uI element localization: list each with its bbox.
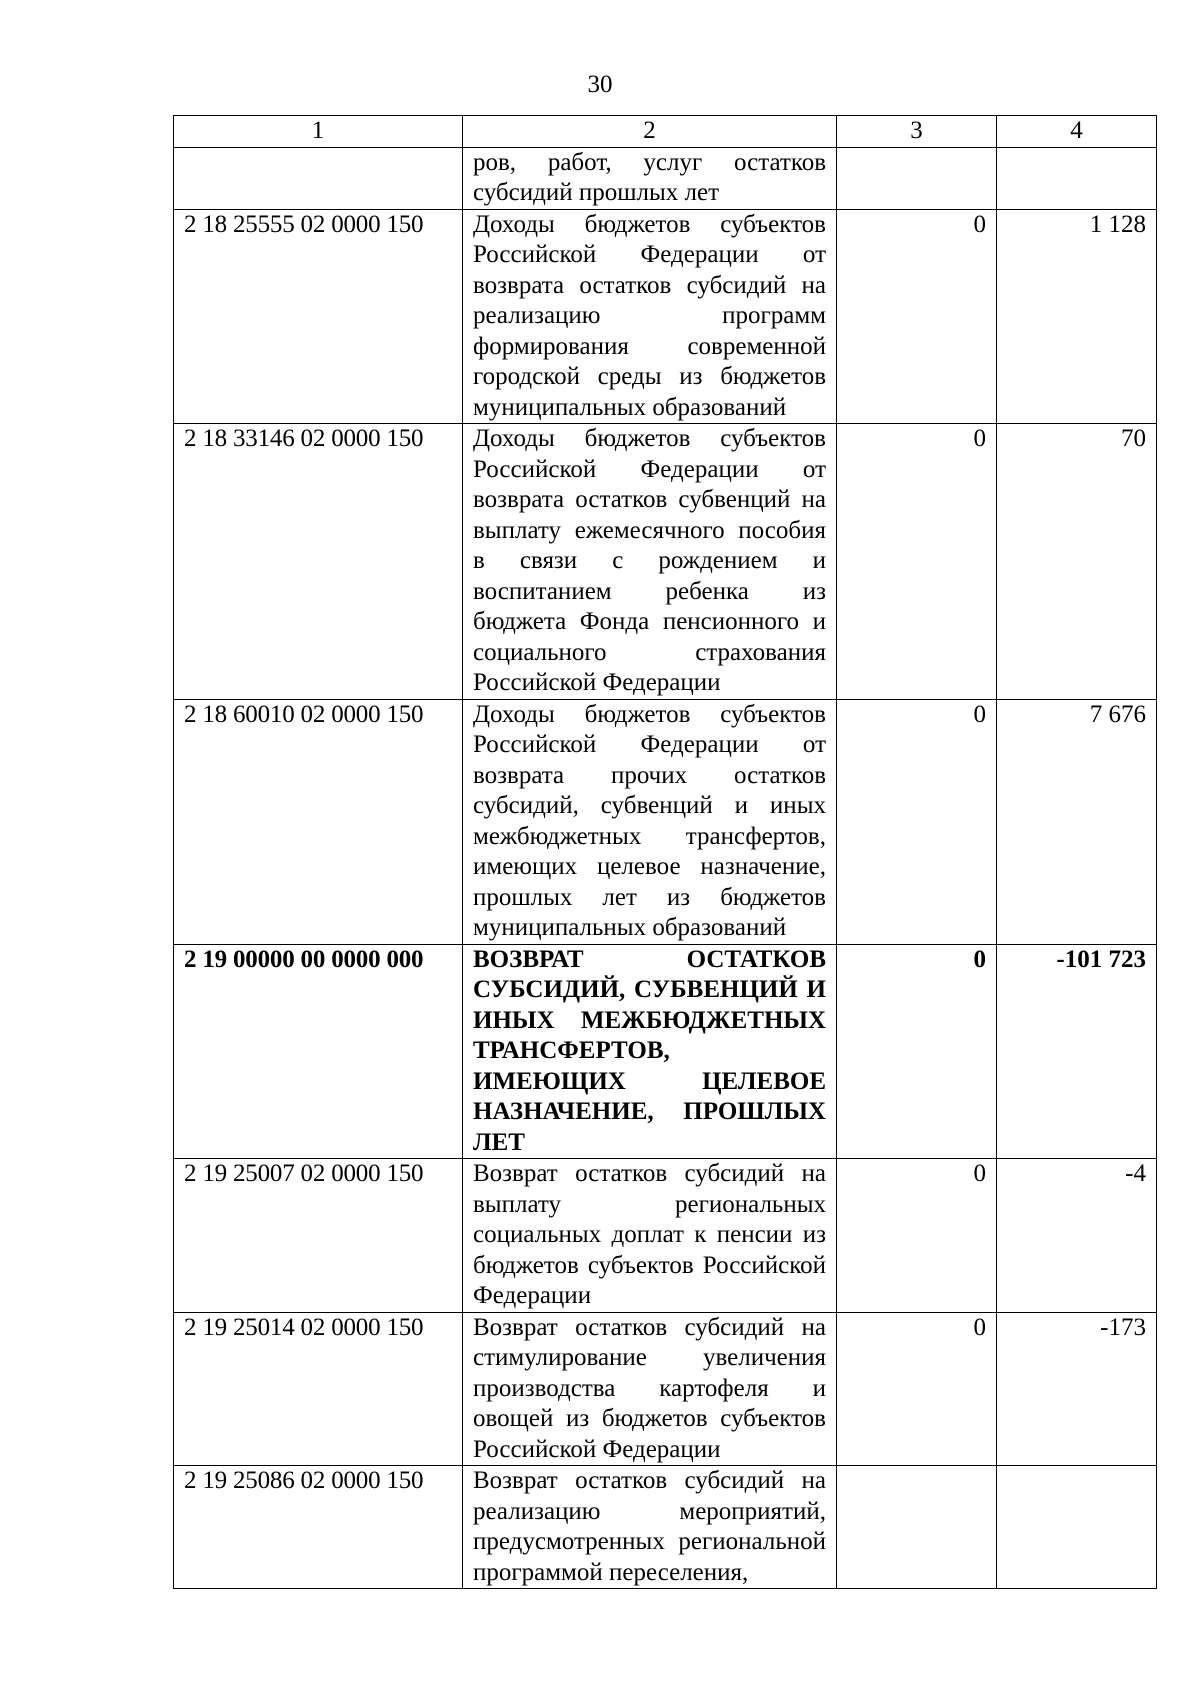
row-name-cell: Доходы бюджетов субъектов Российской Федерации от возврата прочих остатков субсидий, субвенций и иных межбюджетных трансфертов, имеющих целевое назначение, прошлых лет из бюджетов муниципальных образований — [463, 699, 837, 944]
row-name-cell: Доходы бюджетов субъектов Российской Федерации от возврата остатков субвенций на выплату ежемесячного пособия в связи с рождением и воспитанием ребенка из бюджета Фонда пенсионного и социального страхования Российской Федерации — [463, 424, 837, 700]
row-col3-cell: 0 — [837, 209, 997, 424]
row-code-cell: 2 19 00000 00 0000 000 — [174, 944, 463, 1159]
column-header-4: 4 — [997, 116, 1157, 148]
row-name-cell: ров, работ, услуг остатков субсидий прошлых лет — [463, 147, 837, 209]
row-code-cell: 2 18 33146 02 0000 150 — [174, 424, 463, 700]
row-code-cell: 2 19 25086 02 0000 150 — [174, 1466, 463, 1589]
row-col4-cell: 1 128 — [997, 209, 1157, 424]
row-code-cell — [174, 147, 463, 209]
row-name-cell: ВОЗВРАТ ОСТАТКОВ СУБСИДИЙ, СУБВЕНЦИЙ И ИНЫХ МЕЖБЮДЖЕТНЫХ ТРАНСФЕРТОВ, ИМЕЮЩИХ ЦЕЛЕВОЕ НАЗНАЧЕНИЕ, ПРОШЛЫХ ЛЕТ — [463, 944, 837, 1159]
column-header-1: 1 — [174, 116, 463, 148]
table-row — [174, 424, 1157, 700]
column-header-2: 2 — [463, 116, 837, 148]
row-col3-cell — [837, 147, 997, 209]
column-header-3: 3 — [837, 116, 997, 148]
row-col4-cell — [997, 147, 1157, 209]
row-code-cell: 2 19 25014 02 0000 150 — [174, 1312, 463, 1466]
row-code-cell: 2 19 25007 02 0000 150 — [174, 1159, 463, 1313]
table-row — [174, 1466, 1157, 1589]
row-name-cell: Доходы бюджетов субъектов Российской Федерации от возврата остатков субсидий на реализацию программ формирования современной городской среды из бюджетов муниципальных образований — [463, 209, 837, 424]
row-col3-cell: 0 — [837, 699, 997, 944]
header-row — [174, 116, 1157, 148]
row-name-cell: Возврат остатков субсидий на стимулирование увеличения производства картофеля и овощей из бюджетов субъектов Российской Федерации — [463, 1312, 837, 1466]
row-col4-cell: 70 — [997, 424, 1157, 700]
row-name-cell: Возврат остатков субсидий на выплату региональных социальных доплат к пенсии из бюджетов субъектов Российской Федерации — [463, 1159, 837, 1313]
row-col4-cell: -4 — [997, 1159, 1157, 1313]
page-number: 30 — [587, 71, 613, 98]
row-code-cell: 2 18 25555 02 0000 150 — [174, 209, 463, 424]
row-col4-cell: -101 723 — [997, 944, 1157, 1159]
row-col3-cell: 0 — [837, 1312, 997, 1466]
row-col3-cell — [837, 1466, 997, 1589]
table-row — [174, 1312, 1157, 1466]
row-col4-cell — [997, 1466, 1157, 1589]
table-row — [174, 944, 1157, 1159]
row-col4-cell: -173 — [997, 1312, 1157, 1466]
table-row — [174, 1159, 1157, 1313]
budget-table — [173, 115, 1157, 1589]
row-name-cell: Возврат остатков субсидий на реализацию мероприятий, предусмотренных региональной программой переселения, — [463, 1466, 837, 1589]
row-col4-cell: 7 676 — [997, 699, 1157, 944]
table-row — [174, 209, 1157, 424]
table-row — [174, 699, 1157, 944]
row-col3-cell: 0 — [837, 424, 997, 700]
row-col3-cell: 0 — [837, 944, 997, 1159]
row-code-cell: 2 18 60010 02 0000 150 — [174, 699, 463, 944]
row-col3-cell: 0 — [837, 1159, 997, 1313]
table-row — [174, 147, 1157, 209]
